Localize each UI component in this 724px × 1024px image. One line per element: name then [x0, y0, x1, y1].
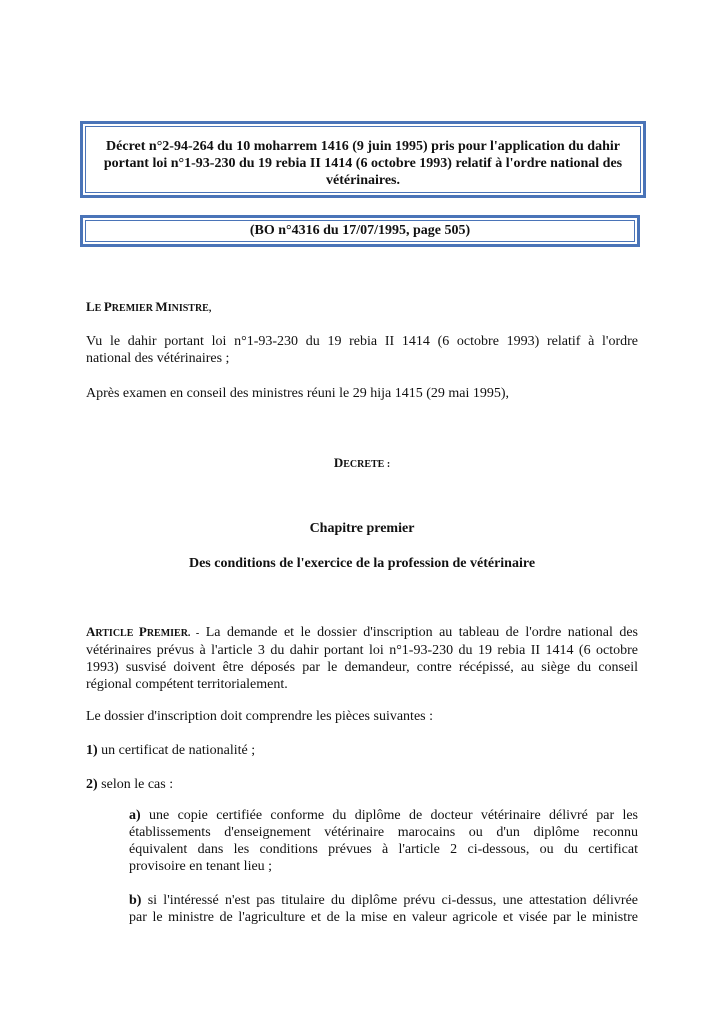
list-item-1: 1) un certificat de nationalité ;: [86, 743, 256, 758]
list-item-2: 2) selon le cas :: [86, 777, 174, 792]
article-1-line-4: régional compétent territorialement.: [86, 677, 288, 692]
sub-item-a-line-1: a) une copie certifiée conforme du diplôme de docteur vétérinaire délivré par les: [129, 808, 638, 823]
dossier-intro: Le dossier d'inscription doit comprendre les pièces suivantes :: [86, 709, 433, 724]
decree-title-line-2: portant loi n°1-93-230 du 19 rebia II 1414 (6 octobre 1993) relatif à l'ordre national des: [103, 156, 623, 171]
sub-item-b-line-2: par le ministre de l'agriculture et de la mise en valeur agricole et visée par le ministre: [129, 910, 638, 925]
decree-title-line-1: Décret n°2-94-264 du 10 moharrem 1416 (9 juin 1995) pris pour l'application du dahir: [106, 139, 620, 154]
article-1-line-3: 1993) susvisé doivent être déposés par le demandeur, contre récépissé, au siège du conseil: [86, 660, 638, 675]
article-1-line-1: ARTICLE PREMIER. - La demande et le dossier d'inscription au tableau de l'ordre national des: [86, 624, 638, 640]
article-1-label: ARTICLE PREMIER. -: [86, 624, 200, 639]
sub-item-b-line-1: b) si l'intéressé n'est pas titulaire du diplôme prévu ci-dessus, une attestation délivrée: [129, 893, 638, 908]
sub-item-a-line-2: établissements d'enseignement vétérinaire marocains ou d'un diplôme reconnu: [129, 825, 638, 840]
vu-paragraph: [86, 333, 638, 367]
apres-paragraph: Après examen en conseil des ministres réuni le 29 hija 1415 (29 mai 1995),: [86, 386, 510, 401]
sub-item-b: [129, 892, 638, 926]
decrete-heading: DECRETE :: [333, 455, 391, 470]
sub-item-a-line-3: équivalent dans les conditions prévues à l'article 2 ci-dessous, ou du certificat: [129, 842, 638, 857]
vu-line-2: national des vétérinaires ;: [86, 351, 230, 366]
author-heading: LE PREMIER MINISTRE,: [86, 299, 212, 314]
article-1-line-2: vétérinaires prévus à l'article 3 du dahir portant loi n°1-93-230 du 19 rebia II 1414 (6 octobre: [86, 643, 638, 658]
chapter-title: Chapitre premier: [309, 521, 415, 536]
sub-item-a: [129, 807, 638, 875]
vu-line-1: Vu le dahir portant loi n°1-93-230 du 19 rebia II 1414 (6 octobre 1993) relatif à l'ordre: [86, 334, 638, 349]
title-box: [80, 121, 646, 198]
reference-box: [80, 215, 640, 247]
decree-title-line-3: vétérinaires.: [326, 173, 400, 188]
chapter-subtitle: Des conditions de l'exercice de la profession de vétérinaire: [188, 556, 536, 571]
sub-item-a-line-4: provisoire en tenant lieu ;: [129, 859, 273, 874]
article-1-paragraph: [86, 623, 638, 693]
bulletin-reference: (BO n°4316 du 17/07/1995, page 505): [249, 223, 471, 238]
